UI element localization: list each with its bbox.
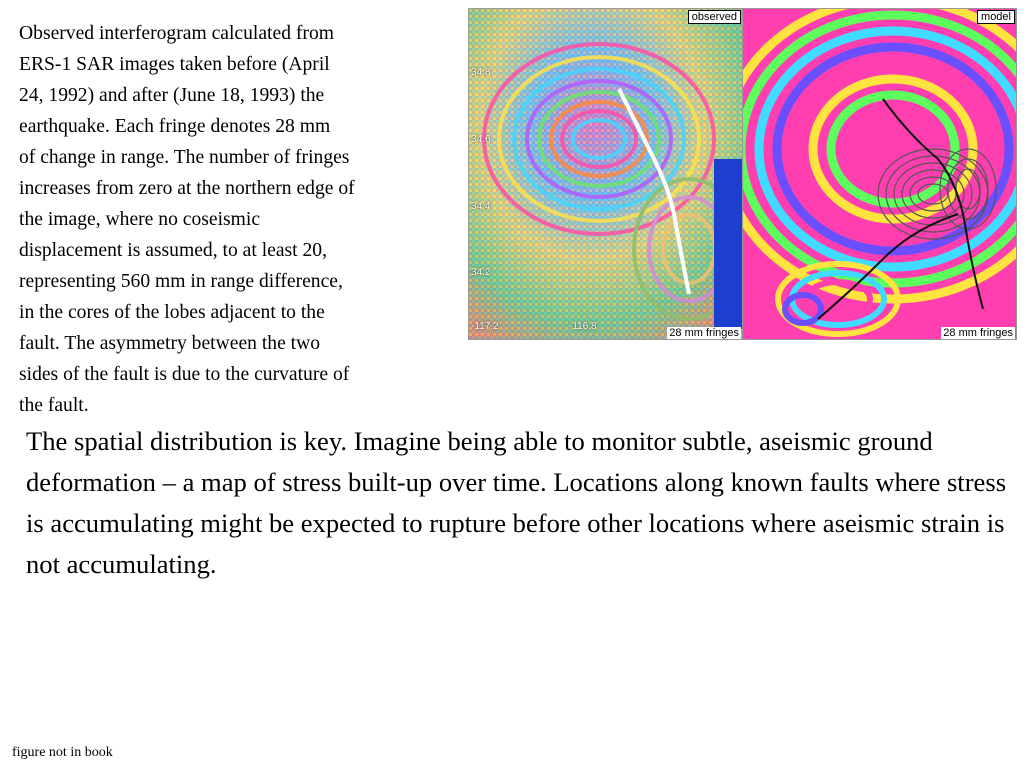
observed-tag: observed xyxy=(688,10,741,24)
main-paragraph: The spatial distribution is key. Imagine being able to monitor subtle, aseismic ground deformation – a map of stress built-up over time. Locations along known faults where stress is accumulating might be expected to rupture before other locations where aseismic strain is not accumulating. xyxy=(26,426,1007,579)
observed-interferogram-image xyxy=(468,8,743,340)
model-fringe-scale-label: 28 mm fringes xyxy=(943,327,1013,339)
observed-fringe-scale-label: 28 mm fringes xyxy=(669,327,739,339)
latitude-label-1: 34.8 xyxy=(471,67,491,78)
model-tag: model xyxy=(977,10,1015,24)
latitude-label-4: 34.2 xyxy=(471,267,491,278)
longitude-label: -116.8 xyxy=(569,321,597,332)
figure-caption: Observed interferogram calculated from ERS-1 SAR images taken before (April 24, 1992) and after (June 18, 1993) the earthquake. Each fringe denotes 28 mm of change in range. The number of fringes increases from zero at the northern edge of the image, where no coseismic displacement is assumed, to at least 20, representing 560 mm in range difference, in the cores of the lobes adjacent to the fault. The asymmetry between the two sides of the fault is due to the curvature of the fault. xyxy=(19,23,355,416)
model-interferogram-image xyxy=(742,8,1017,340)
latitude-label-2: 34.6 xyxy=(471,134,491,145)
corner-coordinate-label: -117.2 xyxy=(471,321,499,332)
latitude-label-3: 34.4 xyxy=(471,201,491,212)
footer-note: figure not in book xyxy=(12,745,113,760)
observed-fringe-pattern xyxy=(469,9,742,339)
model-fringe-pattern xyxy=(743,9,1016,339)
